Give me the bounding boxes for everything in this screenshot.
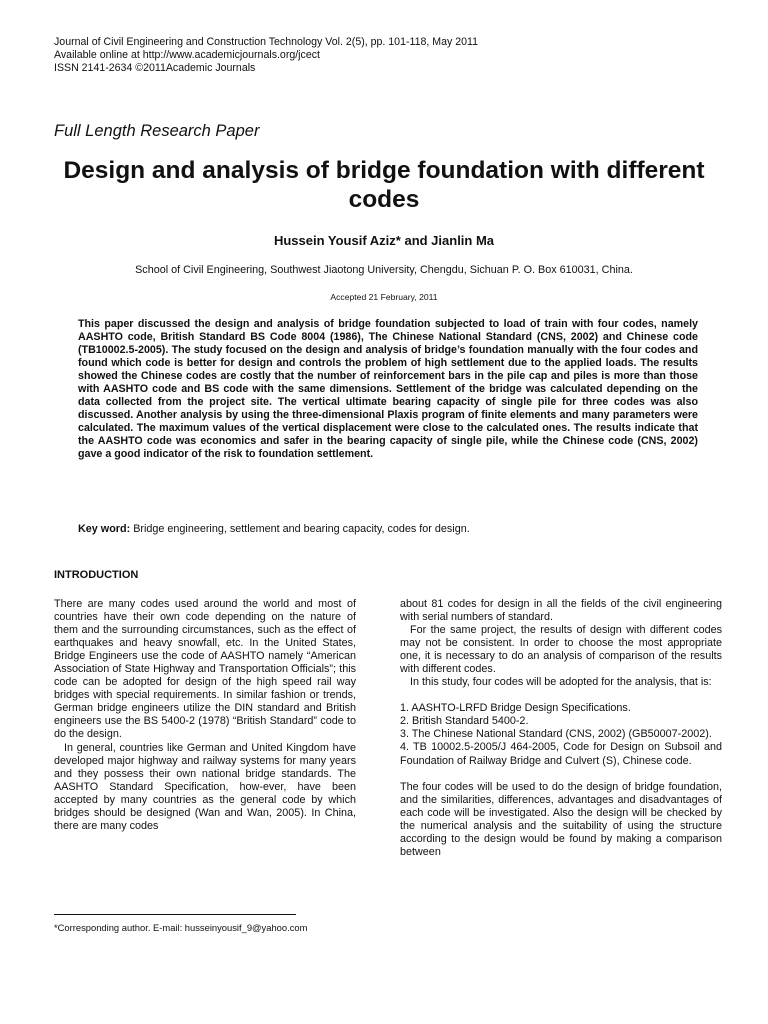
list-item: 1. AASHTO-LRFD Bridge Design Specifications. xyxy=(400,702,631,715)
journal-issn: ISSN 2141-2634 ©2011Academic Journals xyxy=(54,62,256,74)
left-column xyxy=(54,598,356,833)
paragraph: There are many codes used around the world and most of countries have their own code depending on the nature of them and the surrounding circumstances, such as the effect of earthquakes and heavy snowfall, etc. In the United States, Bridge Engineers use the code of AASHTO namely “American Association of State Highway and Transportation Officials”; this code can be adopted for design of the high speed rail way bridges with special requirements. In similar fashion or trends, German bridge engineers utilize the DIN standard and British engineers use the BS 5400-2 (1978) “British Standard” code to do the design. xyxy=(54,598,356,741)
paper-authors: Hussein Yousif Aziz* and Jianlin Ma xyxy=(273,233,495,248)
paper-title: Design and analysis of bridge foundation with different codes xyxy=(63,157,705,213)
list-item: 4. TB 10002.5-2005/J 464-2005, Code for Design on Subsoil and Foundation of Railway Bridge and Culvert (S), Chinese code. xyxy=(400,741,722,767)
corresponding-author-footnote: *Corresponding author. E-mail: husseinyousif_9@yahoo.com xyxy=(54,922,308,933)
keywords xyxy=(78,523,698,535)
keywords-text: Bridge engineering, settlement and bearing capacity, codes for design. xyxy=(130,523,470,535)
list-item: 2. British Standard 5400-2. xyxy=(400,715,529,728)
codes-list xyxy=(400,702,722,767)
right-column xyxy=(400,598,722,859)
paragraph: In this study, four codes will be adopted for the analysis, that is: xyxy=(410,676,712,689)
footnote-divider xyxy=(54,914,296,915)
author-affiliation: School of Civil Engineering, Southwest Jiaotong University, Chengdu, Sichuan P. O. Box 610031, China. xyxy=(135,264,633,276)
paragraph: For the same project, the results of design with different codes may not be consistent. In order to choose the most appropriate one, it is necessary to do an analysis of comparison of the results with different codes. xyxy=(400,624,722,676)
section-heading-introduction: INTRODUCTION xyxy=(54,569,139,581)
accepted-date: Accepted 21 February, 2011 xyxy=(330,292,438,302)
paragraph: The four codes will be used to do the design of bridge foundation, and the similarities, differences, advantages and disadvantages of each code will be investigated. Also the design will be checked by the numerical analysis and the suitability of using the structure according to the design would be found by making a comparison between xyxy=(400,780,722,858)
journal-citation: Journal of Civil Engineering and Construction Technology Vol. 2(5), pp. 101-118, May 2011 xyxy=(54,36,479,48)
journal-header xyxy=(54,36,478,75)
keywords-label: Key word: xyxy=(78,523,131,535)
abstract: This paper discussed the design and analysis of bridge foundation subjected to load of train with four codes, namely AASHTO code, British Standard BS Code 8004 (1986), The Chinese National Standard (CNS, 2002) and Chinese code (TB10002.5-2005). The study focused on the design and analysis of bridge’s foundation manually with the four codes and found which code is better for design and controls the problem of high settlement due to the applied loads. The results showed the Chinese codes are costly that the number of reinforcement bars in the pile cap and piles is more than those with AASHTO code and BS code with the same dimensions. Settlement of the bridge was calculated depending on the data collected from the project site. The vertical ultimate bearing capacity of single pile for three codes was also discussed. Another analysis by using the three-dimensional Plaxis program of finite elements and many parameters were calculated. The maximum values of the vertical displacement were close to the calculated ones. The results indicate that the AASHTO code was economics and safer in the bearing capacity of single pile, while the Chinese code (CNS, 2002) gave a good indicator of the risk to foundation settlement. xyxy=(78,318,698,461)
paragraph: about 81 codes for design in all the fields of the civil engineering with serial numbers of standard. xyxy=(400,598,722,624)
paper-type: Full Length Research Paper xyxy=(54,122,260,140)
journal-url: Available online at http://www.academicjournals.org/jcect xyxy=(54,49,320,61)
list-item: 3. The Chinese National Standard (CNS, 2002) (GB50007-2002). xyxy=(400,728,712,741)
paragraph: In general, countries like German and United Kingdom have developed major highway and railway systems for many years and they possess their own national bridge standards. The AASHTO Standard Specification, how-ever, have been accepted by many countries as the general code by which bridges should be designed (Wan and Wan, 2005). In China, there are many codes xyxy=(54,741,356,832)
